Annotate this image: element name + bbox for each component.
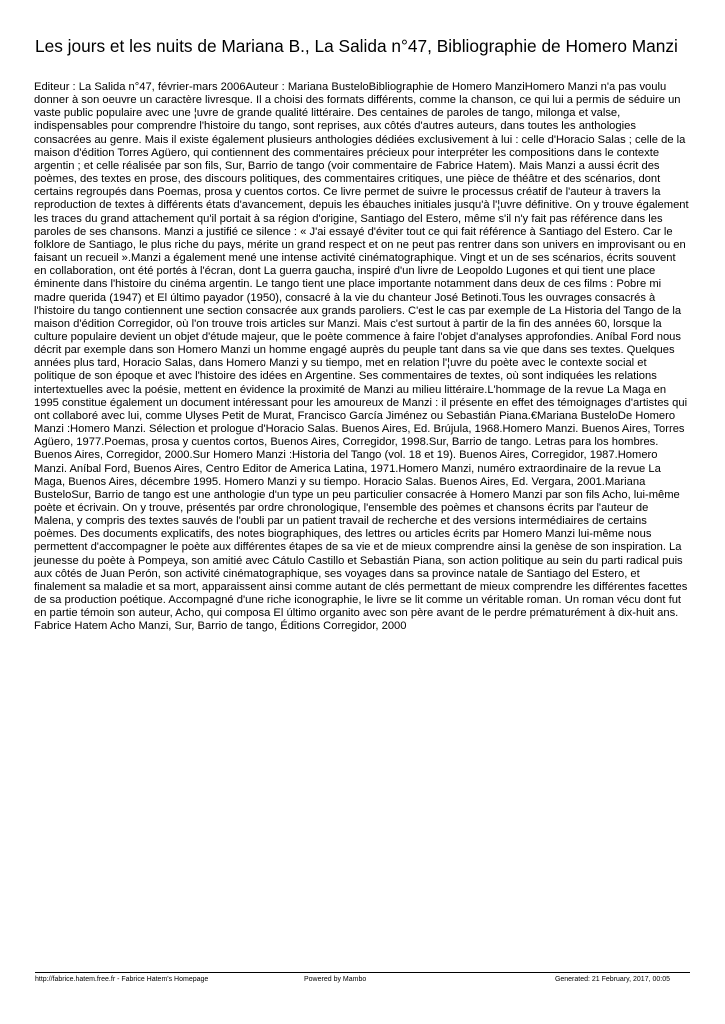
footer-powered-by: Powered by Mambo <box>304 976 367 983</box>
footer-divider <box>35 972 690 973</box>
footer-source-link: http://fabrice.hatem.free.fr - Fabrice Hatem's Homepage <box>35 976 209 983</box>
page-title: Les jours et les nuits de Mariana B., La Salida n°47, Bibliographie de Homero Manzi <box>35 36 678 56</box>
footer-generated-date: Generated: 21 February, 2017, 00:05 <box>554 976 670 983</box>
article-body: Editeur : La Salida n°47, février-mars 2006Auteur : Mariana BusteloBibliographie de Homero ManziHomero Manzi n'a pas voulu donner à son oeuvre un caractère livresque. Il a choisi des formats différents, comme la chanson, ce qui lui a permis de séduire un vaste public populaire avec une ¦uvre de grande qualité littéraire. Des centaines de paroles de tango, milonga et valse, indispensables pour comprendre l'histoire du tango, sont reprises, aux côtés d'autres auteurs, dans toutes les anthologies consacrées au genre. Mais il existe également plusieurs anthologies dédiées exclusivement à lui : celle d'Horacio Salas ; celle de la maison d'édition Torres Agüero, qui contiennent des commentaires précieux pour interpréter les compositions dans le contexte argentin ; et celle réalisée par son fils, Sur, Barrio de tango (voir commentaire de Fabrice Hatem). Mais Manzi a aussi écrit des poèmes, des textes en prose, des discours politiques, des commentaires critiques, une pièce de théâtre et des scénarios, dont certains regroupés dans Poemas, prosa y cuentos cortos. Ce livre permet de suivre le processus créatif de l'auteur à travers la reproduction de textes à différents états d'avancement, depuis les ébauches initiales jusqu'à l'¦uvre définitive. On y trouve également les traces du grand attachement qu'il portait à sa région d'origine, Santiago del Estero, même s'il n'y fait pas référence dans les paroles de ses chansons. Manzi a justifié ce silence : « J'ai essayé d'éviter tout ce qui fait référence à Santiago del Estero. Car le folklore de Santiago, le plus riche du pays, mérite un grand respect et on ne peut pas rentrer dans son univers en improvisant ou en faisant un recueil ».Manzi a également mené une intense activité cinématographique. Vingt et un de ses scénarios, écrits souvent en collaboration, ont été portés à l'écran, dont La guerra gaucha, inspiré d'un livre de Leopoldo Lugones et qui tient une place éminente dans l'histoire du cinéma argentin. Le tango tient une place importante notamment dans deux de ces films : Pobre mi madre querida (1947) et El último payador (1950), consacré à la vie du chanteur José Betinoti.Tous les ouvrages consacrés à l'histoire du tango contiennent une section consacrée aux grands paroliers. C'est le cas par exemple de La Historia del Tango de la maison d'édition Corregidor, où l'on trouve trois articles sur Manzi. Mais c'est surtout à partir de la fin des années 60, lorsque la culture populaire devient un objet d'étude majeur, que le poète commence à faire l'objet d'analyses approfondies. Aníbal Ford nous décrit par exemple dans son Homero Manzi un homme engagé auprès du peuple tant dans sa vie que dans ses textes. Quelques années plus tard, Horacio Salas, dans Homero Manzi y su tiempo, met en relation l'¦uvre du poète avec le contexte social et politique de son époque et avec l'histoire des idées en Argentine. Ses commentaires de textes, où sont indiquées les relations intertextuelles avec la poésie, mettent en évidence la proximité de Manzi au milieu littéraire.L'hommage de la revue La Maga en 1995 constitue également un document intéressant pour les amoureux de Manzi : il présente en effet des témoignages d'artistes qui ont collaboré avec lui, comme Ulyses Petit de Murat, Francisco García Jiménez ou Sebastián Piana.€Mariana BusteloDe Homero Manzi :Homero Manzi. Sélection et prologue d'Horacio Salas. Buenos Aires, Ed. Brújula, 1968.Homero Manzi. Buenos Aires, Torres Agüero, 1977.Poemas, prosa y cuentos cortos, Buenos Aires, Corregidor, 1998.Sur, Barrio de tango. Letras para los hombres. Buenos Aires, Corregidor, 2000.Sur Homero Manzi :Historia del Tango (vol. 18 et 19). Buenos Aires, Corregidor, 1987.Homero Manzi. Aníbal Ford, Buenos Aires, Centro Editor de America Latina, 1971.Homero Manzi, numéro extraordinaire de la revue La Maga, Buenos Aires, décembre 1995. Homero Manzi y su tiempo. Horacio Salas. Buenos Aires, Ed. Vergara, 2001.Mariana BusteloSur, Barrio de tango est une anthologie d'un type un peu particulier consacrée à Homero Manzi par son fils Acho, lui-même poète et écrivain. On y trouve, présentés par ordre chronologique, l'ensemble des poèmes et chansons écrits par l'auteur de Malena, y compris des textes sauvés de l'oubli par un patient travail de recherche et des versions intermédiaires de certains poèmes. Des documents explicatifs, des notes biographiques, des lettres ou articles écrits par Homero Manzi lui-même nous permettent d'accompagner le poète aux différentes étapes de sa vie et de mieux comprendre ainsi la genèse de son inspiration. La jeunesse du poète à Pompeya, son amitié avec Cátulo Castillo et Sebastián Piana, son action politique au sein du parti radical puis aux côtés de Juan Perón, son activité cinématographique, ses voyages dans sa province natale de Santiago del Estero, et finalement sa maladie et sa mort, apparaissent ainsi comme autant de clés permettant de mieux comprendre les différentes facettes de sa production poétique. Accompagné d'une riche iconographie, le livre se lit comme un véritable roman. Un roman vécu dont fut en partie témoin son auteur, Acho, qui composa El último organito avec son père avant de le perdre prématurément à dix-huit ans. Fabrice Hatem Acho Manzi, Sur, Barrio de tango, Éditions Corregidor, 2000 <box>34 81 689 633</box>
page-footer <box>35 975 690 987</box>
